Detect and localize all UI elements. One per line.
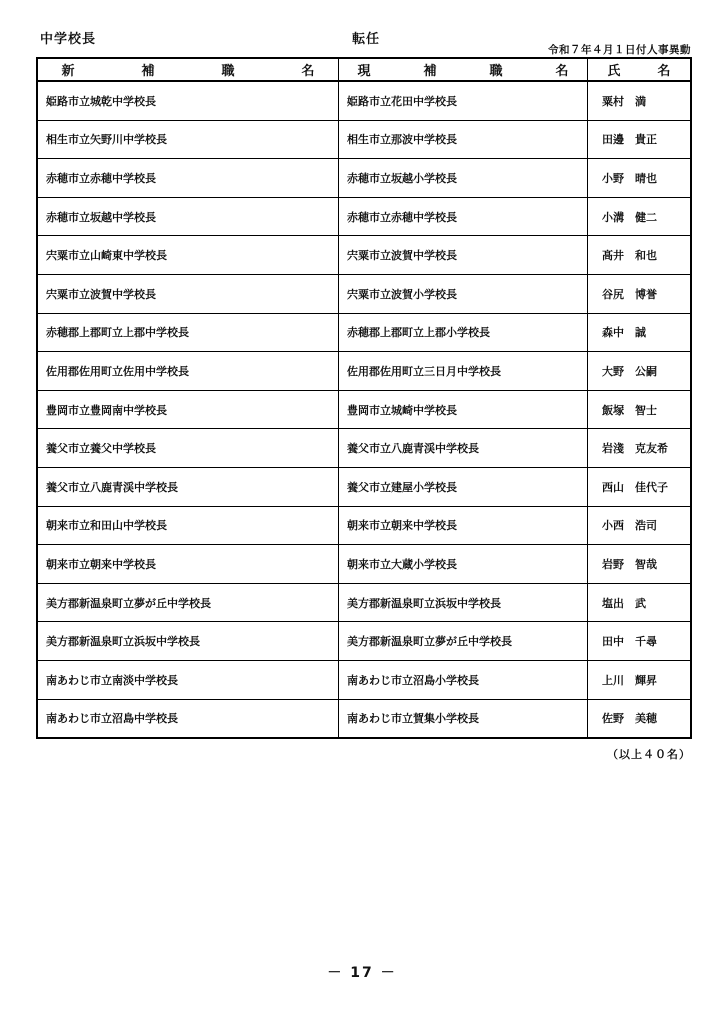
table-row	[38, 506, 690, 545]
personnel-table	[36, 57, 692, 739]
cell-new-post: 豊岡市立豊岡南中学校長	[46, 403, 167, 417]
cell-current-post: 赤穂市立坂越小学校長	[338, 159, 587, 197]
cell-current-post: 赤穂市立赤穂中学校長	[338, 198, 587, 236]
table-row	[38, 660, 690, 699]
cell-current-post: 美方郡新温泉町立夢が丘中学校長	[338, 622, 587, 660]
header-name	[587, 59, 690, 80]
cell-current-post: 姫路市立花田中学校長	[338, 82, 587, 120]
page-number: － 17 －	[327, 965, 397, 981]
header-char: 氏	[607, 64, 621, 79]
header-char: 現	[357, 64, 371, 79]
cell-name: 小西 浩司	[587, 507, 690, 545]
cell-new-post: 養父市立養父中学校長	[46, 442, 156, 456]
cell-new-post: 相生市立矢野川中学校長	[46, 133, 167, 147]
effective-date-note: 令和７年４月１日付人事異動	[548, 44, 691, 56]
cell-name: 小溝 健二	[587, 198, 690, 236]
cell-current-post: 養父市立八鹿青渓中学校長	[338, 429, 587, 467]
cell-name: 岩野 智哉	[587, 545, 690, 583]
cell-name: 岩淺 克友希	[587, 429, 690, 467]
cell-new-post: 美方郡新温泉町立浜坂中学校長	[46, 635, 200, 649]
cell-current-post: 宍粟市立波賀中学校長	[338, 236, 587, 274]
cell-new-post: 姫路市立城乾中学校長	[46, 94, 156, 108]
cell-name: 髙井 和也	[587, 236, 690, 274]
header-char: 職	[489, 64, 503, 79]
table-row	[38, 313, 690, 352]
table-row	[38, 390, 690, 429]
header-char: 名	[301, 64, 315, 79]
table-row	[38, 428, 690, 467]
header-new-post	[38, 59, 338, 80]
cell-current-post: 赤穂郡上郡町立上郡小学校長	[338, 314, 587, 352]
cell-name: 西山 佳代子	[587, 468, 690, 506]
table-row	[38, 621, 690, 660]
table-row	[38, 158, 690, 197]
cell-current-post: 南あわじ市立沼島小学校長	[338, 661, 587, 699]
cell-new-post: 朝来市立和田山中学校長	[46, 519, 167, 533]
cell-name: 飯塚 智士	[587, 391, 690, 429]
table-row	[38, 120, 690, 159]
cell-new-post: 養父市立八鹿青渓中学校長	[46, 480, 178, 494]
cell-current-post: 養父市立建屋小学校長	[338, 468, 587, 506]
cell-current-post: 豊岡市立城崎中学校長	[338, 391, 587, 429]
section-title: 中学校長	[40, 32, 97, 47]
cell-new-post: 朝来市立朝来中学校長	[46, 557, 156, 571]
header-char: 名	[657, 64, 671, 79]
cell-current-post: 南あわじ市立賀集小学校長	[338, 700, 587, 738]
cell-name: 小野 晴也	[587, 159, 690, 197]
table-row	[38, 467, 690, 506]
cell-name: 塩出 武	[587, 584, 690, 622]
cell-new-post: 宍粟市立山崎東中学校長	[46, 249, 167, 263]
table-row	[38, 583, 690, 622]
cell-name: 粟村 満	[587, 82, 690, 120]
header-char: 職	[221, 64, 235, 79]
header-current-post	[338, 59, 587, 80]
header-char: 名	[555, 64, 569, 79]
cell-current-post: 朝来市立朝来中学校長	[338, 507, 587, 545]
total-count-note: （以上４０名）	[607, 748, 691, 761]
cell-new-post: 赤穂郡上郡町立上郡中学校長	[46, 326, 189, 340]
cell-current-post: 相生市立那波中学校長	[338, 121, 587, 159]
cell-name: 佐野 美穂	[587, 700, 690, 738]
table-row	[38, 274, 690, 313]
header-char: 新	[61, 64, 75, 79]
cell-name: 田中 千尋	[587, 622, 690, 660]
table-row	[38, 699, 690, 738]
cell-name: 大野 公嗣	[587, 352, 690, 390]
cell-current-post: 宍粟市立波賀小学校長	[338, 275, 587, 313]
cell-current-post: 佐用郡佐用町立三日月中学校長	[338, 352, 587, 390]
cell-new-post: 南あわじ市立南淡中学校長	[46, 673, 178, 687]
table-row	[38, 544, 690, 583]
cell-new-post: 赤穂市立赤穂中学校長	[46, 171, 156, 185]
cell-new-post: 南あわじ市立沼島中学校長	[46, 712, 178, 726]
cell-name: 田邊 貴正	[587, 121, 690, 159]
cell-current-post: 朝来市立大蔵小学校長	[338, 545, 587, 583]
cell-name: 上川 輝昇	[587, 661, 690, 699]
table-header-row	[38, 59, 690, 82]
cell-name: 谷尻 博誉	[587, 275, 690, 313]
table-row	[38, 82, 690, 120]
cell-new-post: 赤穂市立坂越中学校長	[46, 210, 156, 224]
transfer-type-label: 転任	[352, 32, 381, 47]
cell-new-post: 佐用郡佐用町立佐用中学校長	[46, 364, 189, 378]
table-row	[38, 235, 690, 274]
cell-new-post: 宍粟市立波賀中学校長	[46, 287, 156, 301]
cell-current-post: 美方郡新温泉町立浜坂中学校長	[338, 584, 587, 622]
header-char: 補	[423, 64, 437, 79]
table-row	[38, 197, 690, 236]
cell-name: 森中 誠	[587, 314, 690, 352]
header-char: 補	[141, 64, 155, 79]
table-row	[38, 351, 690, 390]
cell-new-post: 美方郡新温泉町立夢が丘中学校長	[46, 596, 211, 610]
